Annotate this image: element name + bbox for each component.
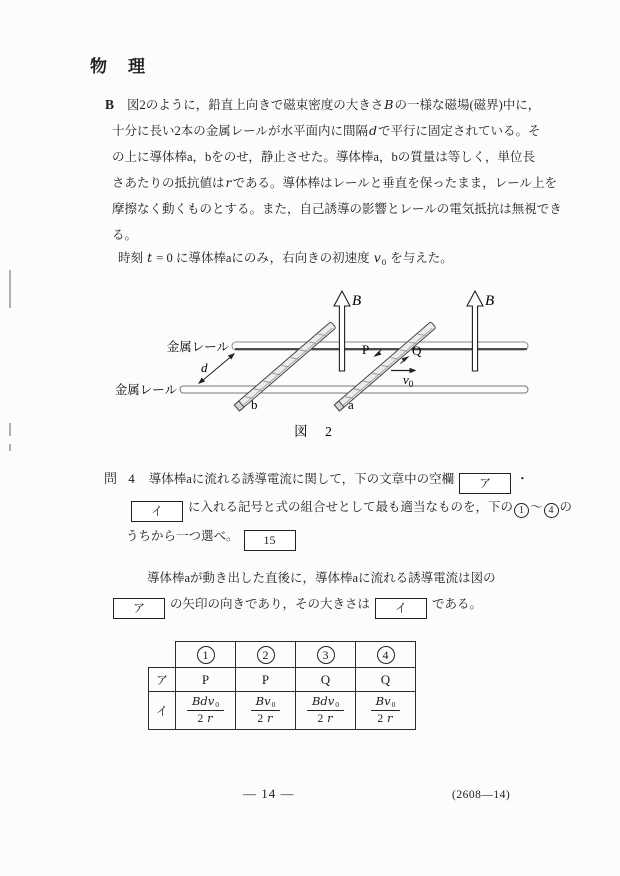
b-field-label-1: B (352, 293, 362, 309)
page-title: 物 理 (90, 57, 147, 76)
b-field-arrow-left (334, 291, 350, 371)
fraction-denominator (307, 711, 344, 726)
text-segment: の (559, 500, 573, 514)
text-segment: Bv (255, 693, 271, 708)
table-row-a (149, 668, 416, 692)
text-segment: 0 (271, 699, 276, 709)
table-row-label: ア (149, 668, 176, 692)
v0-label: v0 (403, 372, 414, 389)
text-segment: 摩擦なく動くものとする。また，自己誘導の影響とレールの電気抵抗は無視でき (112, 202, 562, 216)
text-segment: Bv (375, 693, 391, 708)
table-cell (296, 692, 356, 730)
problem-line-text (127, 98, 540, 112)
statement-text-line (108, 591, 496, 617)
table-header-row (149, 642, 416, 668)
text-segment: さあたりの抵抗値は (112, 176, 225, 190)
table-cell (236, 692, 296, 730)
text-segment: 0 (215, 699, 220, 709)
text-segment: に入れる記号と式の組合せとして最も適当なものを，下の (188, 500, 514, 514)
q-label: Q (412, 343, 422, 358)
statement-block (108, 565, 496, 617)
scan-edge-mark (9, 444, 11, 451)
text-segment: = 0 に導体棒aにのみ，右向きの初速度 (153, 251, 373, 265)
statement-text-line (108, 565, 496, 591)
text-segment: 2 (197, 713, 207, 726)
circled-number: 4 (544, 503, 559, 518)
question-line-text (148, 472, 529, 490)
table-cell: P (176, 668, 236, 692)
text-segment: 0 (381, 257, 387, 267)
text-segment: の矢印の向きであり，その大きさは (170, 597, 371, 611)
text-segment: 十分に長い2本の金属レールが水平面内に間隔 (112, 124, 369, 138)
text-segment: 0 (391, 699, 396, 709)
text-segment: 0 (335, 699, 340, 709)
text-segment: r (225, 175, 232, 190)
fraction-denominator (371, 711, 401, 726)
circled-number: 1 (197, 646, 215, 664)
text-segment: Bdv (191, 693, 215, 708)
question-4-block (104, 464, 572, 551)
footer-code: (2608—14) (452, 789, 511, 801)
figure-caption: 図 2 (294, 424, 334, 439)
p-current-arrow (374, 350, 382, 358)
text-segment: 2 (377, 713, 387, 726)
answer-blank-box: ア (459, 473, 511, 494)
circled-number: 1 (514, 503, 529, 518)
scan-edge-mark (9, 270, 11, 308)
b-field-arrow-right (467, 291, 483, 371)
table-corner-cell (149, 642, 176, 668)
table-cell: Q (356, 668, 416, 692)
text-segment: r (207, 711, 213, 726)
scan-edge-mark (9, 423, 11, 436)
text-segment: うちから一つ選べ。 (126, 529, 239, 543)
text-segment: 2 (257, 713, 267, 726)
question-text-line (126, 493, 572, 522)
conductor-bar-b (234, 322, 336, 411)
table-row-i (149, 692, 416, 730)
text-segment: 2 (317, 713, 327, 726)
p-label: P (362, 342, 370, 357)
text-segment: t (147, 250, 153, 265)
text-segment: 〜 (530, 500, 543, 514)
answer-blank-box: ア (113, 598, 165, 619)
problem-text-line (112, 118, 562, 144)
d-label: d (201, 360, 208, 375)
problem-note-line (118, 245, 562, 271)
table-cell (356, 692, 416, 730)
fraction-numerator (251, 695, 281, 712)
table-header-cell (296, 642, 356, 668)
circled-number: 2 (257, 646, 275, 664)
text-segment: d (369, 123, 378, 138)
text-segment: 導体棒aに流れる誘導電流に関して，下の文章中の空欄 (148, 472, 455, 486)
table-header-cell (236, 642, 296, 668)
text-segment: r (387, 711, 393, 726)
text-segment: B (384, 97, 394, 112)
problem-text-line (105, 92, 562, 118)
problem-text-line (112, 144, 562, 170)
text-segment: 導体棒aが動き出した直後に，導体棒aに流れる誘導電流は図の (147, 571, 496, 585)
fraction (307, 695, 344, 727)
table-header-cell (176, 642, 236, 668)
answer-blank-box: イ (131, 501, 183, 522)
text-segment: Bdv (311, 693, 335, 708)
problem-label: B (105, 97, 115, 112)
fraction-numerator (187, 695, 224, 712)
fraction (187, 695, 224, 727)
fraction (371, 695, 401, 727)
text-segment: である。導体棒はレールと垂直を保ったまま，レール上を (232, 176, 558, 190)
circled-number: 4 (377, 646, 395, 664)
text-segment: を与えた。 (387, 251, 453, 265)
text-segment: 図2のように，鉛直上向きで磁束密度の大きさ (127, 98, 384, 112)
text-segment: r (267, 711, 273, 726)
circled-number: 3 (317, 646, 335, 664)
problem-text-line (112, 170, 562, 196)
rail-label-bottom: 金属レール (114, 383, 177, 397)
text-segment: 時刻 (118, 251, 147, 265)
text-segment: る。 (112, 228, 138, 242)
answer-blank-box: イ (375, 598, 427, 619)
answer-table (148, 641, 416, 730)
fraction-numerator (307, 695, 344, 712)
question-label: 問 4 (104, 471, 139, 486)
table-cell (176, 692, 236, 730)
fraction-numerator (371, 695, 401, 712)
figure-2 (85, 278, 565, 450)
text-segment: である。 (432, 597, 483, 611)
answer-blank-box: 15 (244, 530, 296, 551)
fraction-denominator (251, 711, 281, 726)
text-segment: の一様な磁場(磁界)中に， (394, 98, 541, 112)
bar-a-label: a (348, 397, 354, 412)
fraction (251, 695, 281, 727)
rail-top (232, 342, 528, 350)
rail-label-top: 金属レール (166, 340, 229, 354)
table-header-cell (356, 642, 416, 668)
text-segment: ・ (516, 472, 529, 486)
bar-b-label: b (251, 397, 258, 412)
text-segment: r (327, 711, 333, 726)
table-cell: Q (296, 668, 356, 692)
table-row-label: イ (149, 692, 176, 730)
table-cell: P (236, 668, 296, 692)
question-text-line (104, 464, 572, 493)
problem-text-line (112, 196, 562, 222)
text-segment: v (373, 250, 381, 265)
text-segment: の上に導体棒a，bをのせ，静止させた。導体棒a，bの質量は等しく，単位長 (112, 150, 535, 164)
fraction-denominator (187, 711, 224, 726)
problem-b-block (105, 92, 562, 271)
page-number: — 14 — (243, 786, 295, 801)
text-segment: で平行に固定されている。そ (378, 124, 541, 138)
b-field-label-2: B (485, 293, 495, 309)
question-text-line (126, 522, 572, 551)
